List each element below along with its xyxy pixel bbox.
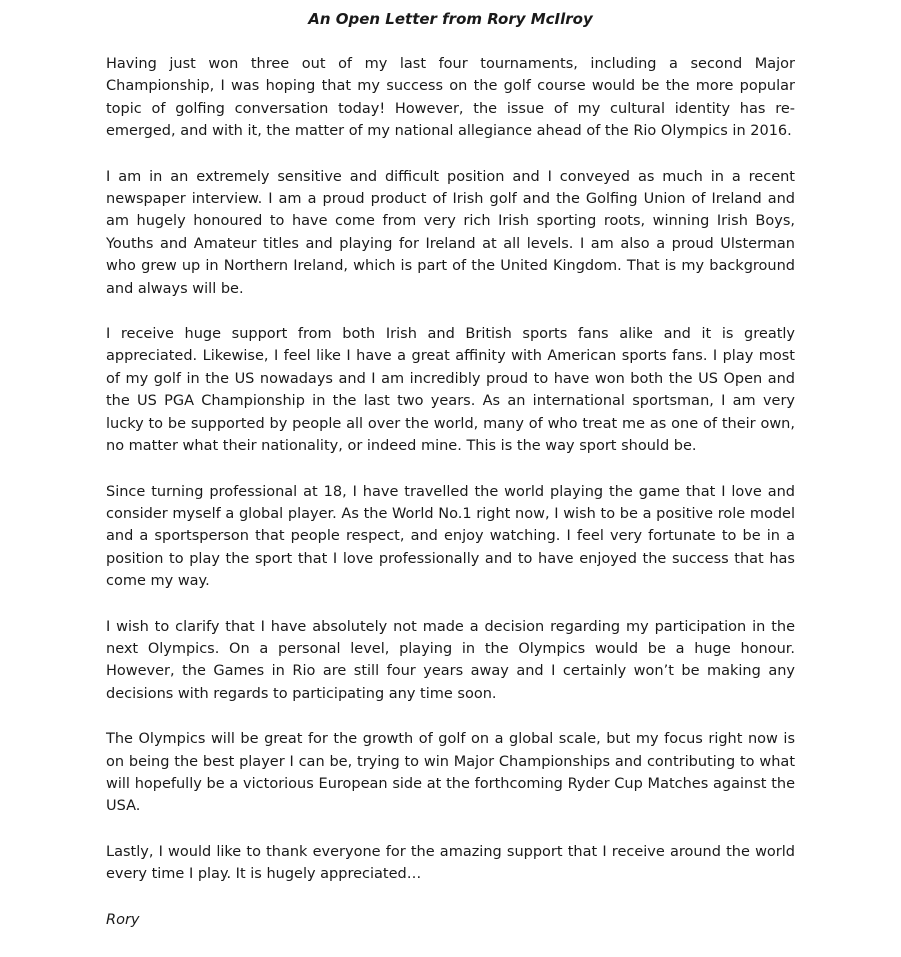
- paragraph-6: The Olympics will be great for the growth of golf on a global scale, but my focus right now is on being the best player I can be, trying to win Major Championships and contributing to what will hopefully be a victorious European side at the forthcoming Ryder Cup Matches against the USA.: [106, 731, 795, 815]
- paragraph-7: Lastly, I would like to thank everyone for the amazing support that I receive around the world every time I play. It is hugely appreciated…: [106, 843, 795, 883]
- paragraph-3: I receive huge support from both Irish and British sports fans alike and it is greatly appreciated. Likewise, I feel like I have a great affinity with American sports fans. I play most of my golf in the US nowadays and I am incredibly proud to have won both the US Open and the US PGA Championship in the last two years. As an international sportsman, I am very lucky to be supported by people all over the world, many of who treat me as one of their own, no matter what their nationality, or indeed mine. This is the way sport should be.: [106, 326, 795, 455]
- paragraph-2: I am in an extremely sensitive and difficult position and I conveyed as much in a recent newspaper interview. I am a proud product of Irish golf and the Golfing Union of Ireland and am hugely honoured to have come from very rich Irish sporting roots, winning Irish Boys, Youths and Amateur titles and playing for Ireland at all levels. I am also a proud Ulsterman who grew up in Northern Ireland, which is part of the United Kingdom. That is my background and always will be.: [106, 168, 795, 297]
- signature: Rory: [106, 911, 140, 928]
- letter-body: [106, 53, 795, 931]
- paragraph-5: I wish to clarify that I have absolutely not made a decision regarding my participation in the next Olympics. On a personal level, playing in the Olympics would be a huge honour. However, the Games in Rio are still four years away and I certainly won’t be making any decisions with regards to participating any time soon.: [106, 618, 795, 702]
- paragraph-1: Having just won three out of my last four tournaments, including a second Major Championship, I was hoping that my success on the golf course would be the more popular topic of golfing conversation today! However, the issue of my cultural identity has re-emerged, and with it, the matter of my national allegiance ahead of the Rio Olympics in 2016.: [106, 56, 795, 140]
- letter-title: An Open Letter from Rory McIlroy: [308, 10, 593, 28]
- paragraph-4: Since turning professional at 18, I have travelled the world playing the game that I love and consider myself a global player. As the World No.1 right now, I wish to be a positive role model and a sportsperson that people respect, and enjoy watching. I feel very fortunate to be in a position to play the sport that I love professionally and to have enjoyed the success that has come my way.: [106, 483, 795, 590]
